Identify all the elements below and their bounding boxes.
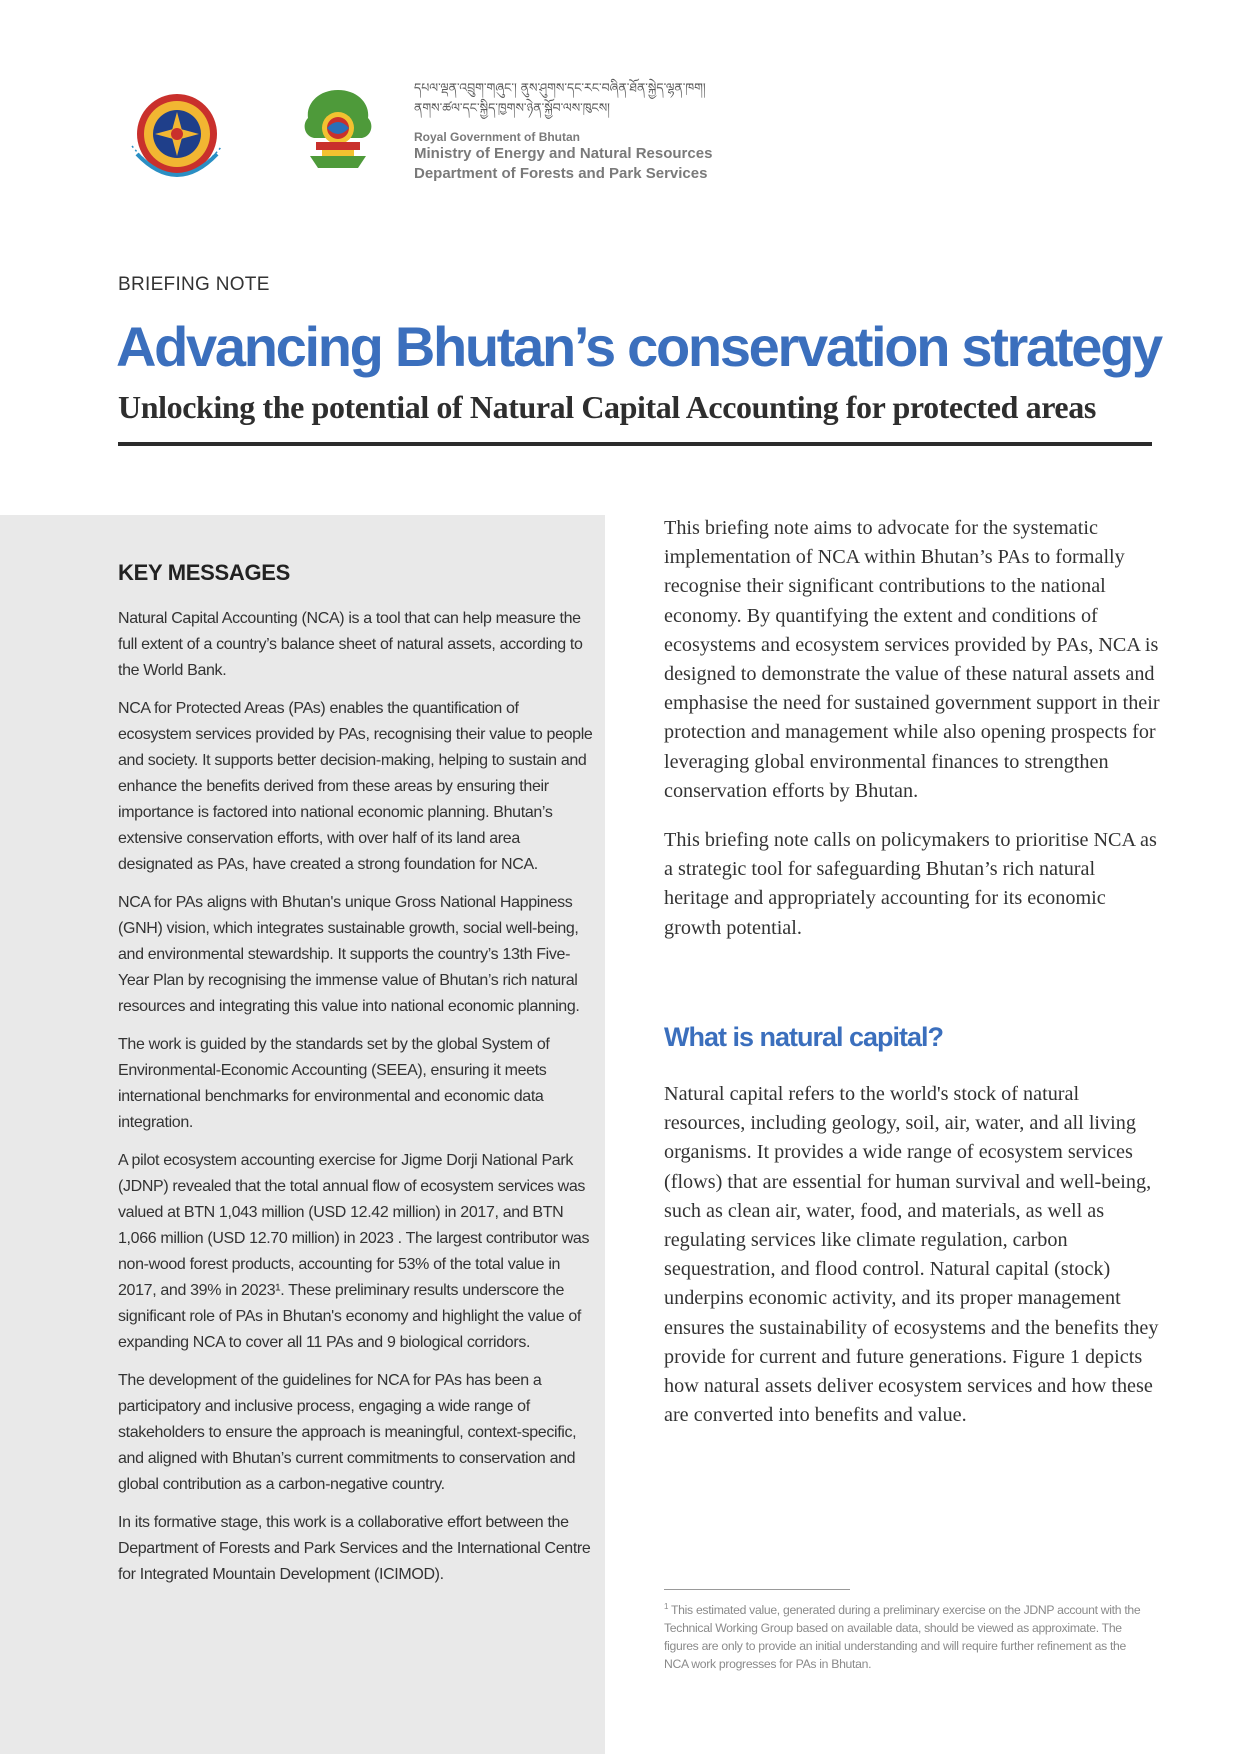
key-messages-body [118,606,596,1600]
footnote-marker: 1 [664,1602,669,1611]
ministry-label: Ministry of Energy and Natural Resources [414,145,713,162]
natural-capital-section [664,1080,1164,1430]
key-message-paragraph: In its formative stage, this work is a collaborative effort between the Department of Forests and Park Services and the International Centre for Integrated Mountain Development (ICIMOD). [118,1514,591,1583]
page-title: Advancing Bhutan’s conservation strategy [116,315,1161,378]
key-message-paragraph: The work is guided by the standards set by the global System of Environmental-Economic Accounting (SEEA), ensuring it meets international benchmarks for environmental and economic data integration. [118,1036,550,1131]
department-label: Department of Forests and Park Services [414,165,708,182]
department-logo [296,86,380,178]
page-header [118,78,818,188]
footnote [664,1598,1150,1673]
intro-paragraph: This briefing note calls on policymakers to prioritise NCA as a strategic tool for safeguarding Bhutan’s rich natural heritage and appropriately accounting for its economic growth potential. [664,829,1157,939]
royal-government-label: Royal Government of Bhutan [414,130,581,144]
title-divider [118,442,1152,446]
intro-paragraph: This briefing note aims to advocate for the systematic implementation of NCA within Bhutan’s PAs to formally recognise their significant contributions to the national economy. By quantifying the extent and conditions of ecosystems and ecosystem services provided by PAs, NCA is designed to demonstrate the value of these natural assets and emphasise the need for sustained government support in their protection and management while also opening prospects for leveraging global environmental finances to strengthen conservation efforts by Bhutan. [664,517,1160,802]
key-message-paragraph: A pilot ecosystem accounting exercise for Jigme Dorji National Park (JDNP) revealed that the total annual flow of ecosystem services was valued at BTN 1,043 million (USD 12.42 million) in 2017, and BTN 1,066 million (USD 12.70 million) in 2023 . The largest contributor was non-wood forest products, accounting for 53% of the total value in 2017, and 39% in 2023¹. These preliminary results underscore the significant role of PAs in Bhutan's economy and highlight the value of expanding NCA to cover all 11 PAs and 9 biological corridors. [118,1152,590,1351]
key-message-paragraph: NCA for Protected Areas (PAs) enables the quantification of ecosystem services provided by PAs, recognising their value to people and society. It supports better decision-making, helping to sustain and enhance the benefits derived from these areas by ensuring their importance is factored into national economic planning. Bhutan’s extensive conservation efforts, with over half of its land area designated as PAs, have created a strong foundation for NCA. [118,700,593,873]
natural-capital-heading: What is natural capital? [664,1022,944,1052]
footnote-divider [664,1589,850,1590]
page-subtitle: Unlocking the potential of Natural Capital Accounting for protected areas [118,389,1096,425]
natural-capital-paragraph: Natural capital refers to the world's stock of natural resources, including geology, soil, air, water, and all living organisms. It provides a wide range of ecosystem services (flows) that are essential for human survival and well-being, such as clean air, water, food, and materials, as well as regulating services like climate regulation, carbon sequestration, and flood control. Natural capital (stock) underpins economic activity, and its proper management ensures the sustainability of ecosystems and the benefits they provide for current and future generations. Figure 1 depicts how natural assets deliver ecosystem services and how these are converted into benefits and value. [664,1083,1159,1427]
key-messages-heading: KEY MESSAGES [118,560,291,585]
intro-column [664,514,1164,963]
key-message-paragraph: NCA for PAs aligns with Bhutan's unique Gross National Happiness (GNH) vision, which integrates sustainable growth, social well-being, and environmental stewardship. It supports the country’s 13th Five-Year Plan by recognising the immense value of Bhutan’s rich natural resources and integrating this value into national economic planning. [118,894,580,1015]
document-type: BRIEFING NOTE [118,274,270,295]
organisation-block [414,78,874,184]
dzongkha-line-2: ནགས་ཚལ་དང་སྐྱིད་ཁྱགས་ཉེན་སྐྱོབ་ལས་ཁུངས། [414,100,610,115]
dzongkha-line-1: དཔལ་ལྡན་འབྲུག་གཞུང་། ནུས་ཤུགས་དང་རང་བཞིན་ཐོན་སྐྱེད་ལྷན་ཁག། [414,80,706,95]
national-emblem-logo [118,86,236,194]
footnote-text: This estimated value, generated during a preliminary exercise on the JDNP account with the Technical Working Group based on available data, should be viewed as approximate. The figures are only to provide an initial understanding and will require further refinement as the NCA work progresses for PAs in Bhutan. [664,1603,1141,1672]
key-message-paragraph: The development of the guidelines for NCA for PAs has been a participatory and inclusive process, engaging a wide range of stakeholders to ensure the approach is meaningful, context-specific, and aligned with Bhutan’s current commitments to conservation and global contribution as a carbon-negative country. [118,1372,577,1493]
key-message-paragraph: Natural Capital Accounting (NCA) is a tool that can help measure the full extent of a country’s balance sheet of natural assets, according to the World Bank. [118,610,583,679]
